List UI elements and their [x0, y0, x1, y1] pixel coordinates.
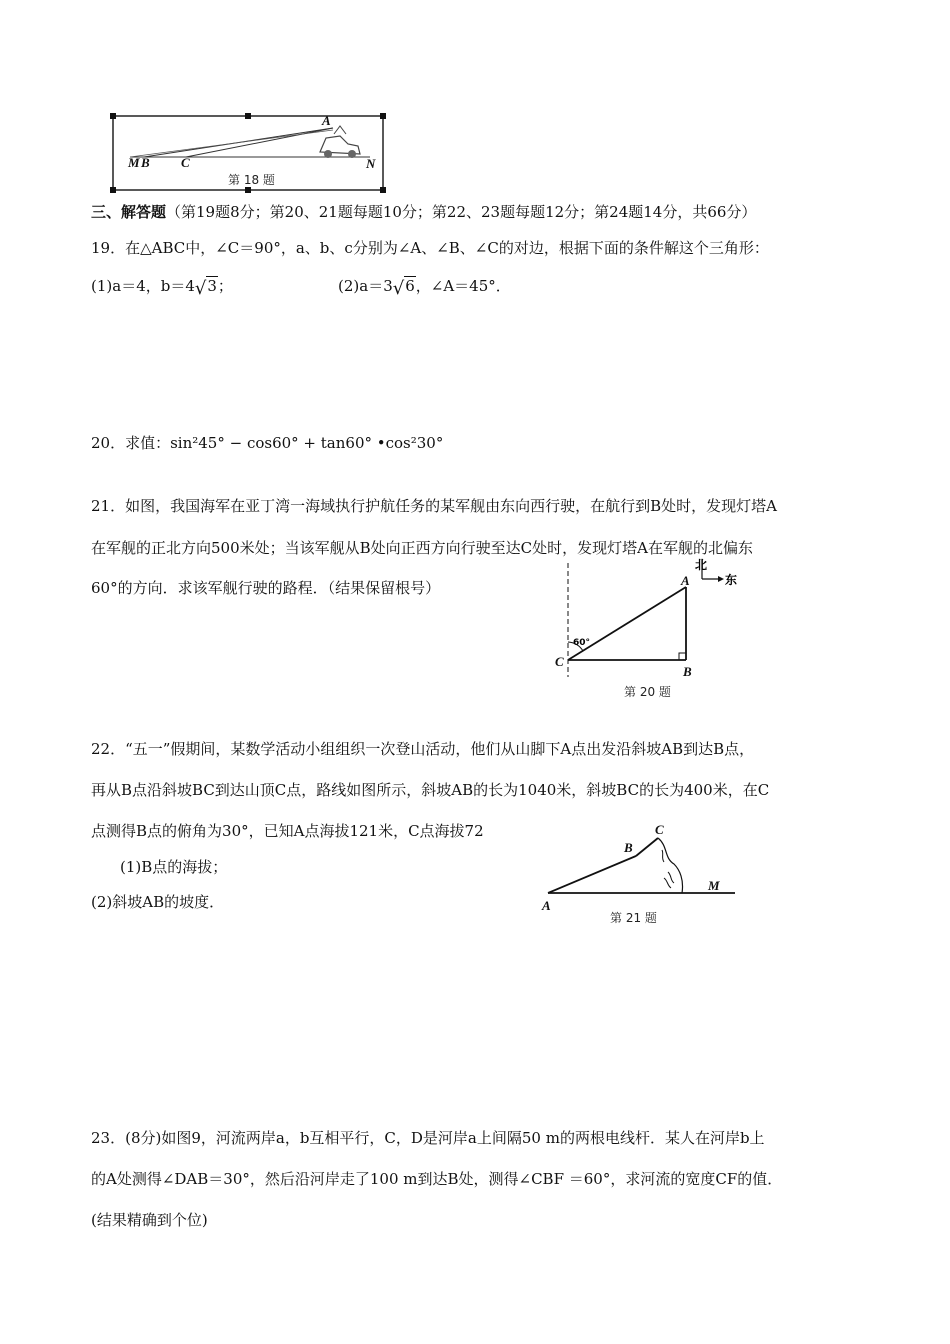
q22-line2: 再从B点沿斜坡BC到达山顶C点，路线如图所示，斜坡AB的长为1040米，斜坡BC的长为400米，在C: [91, 781, 770, 799]
q22-line1: 22．“五一”假期间，某数学活动小组组织一次登山活动，他们从山脚下A点出发沿斜坡AB到达B点，: [91, 740, 755, 758]
fig18-label-a: A: [322, 113, 331, 128]
q21-line3: 60°的方向．求该军舰行驶的路程．（结果保留根号）: [91, 579, 441, 597]
section3-title: 三、解答题: [91, 203, 167, 221]
q19-part2-text: (2)a＝3: [338, 277, 393, 295]
q21-line2: 在军舰的正北方向500米处；当该军舰从B处向正西方向行驶至达C处时，发现灯塔A在军舰的北偏东: [91, 539, 753, 557]
figure-18-drawing: [108, 112, 388, 194]
figure-21-drawing: [540, 820, 740, 930]
q22-sub2: (2)斜坡AB的坡度．: [91, 893, 225, 911]
q23-line2: 的A处测得∠DAB＝30°，然后沿河岸走了100 m到达B处，测得∠CBF ＝60°，求河流的宽度CF的值．: [91, 1170, 783, 1188]
sqrt-icon: √: [392, 278, 405, 299]
fig18-label-b: B: [141, 155, 150, 170]
fig20-label-b: B: [683, 664, 692, 679]
q19-part1: [91, 276, 233, 299]
fig21-caption: 第 21 题: [610, 911, 657, 925]
q19-part1-radicand: 3: [207, 277, 217, 295]
figure-20: [550, 555, 750, 705]
fig20-label-a: A: [681, 573, 690, 588]
section3-note: （第19题8分；第20、21题每题10分；第22、23题每题12分；第24题14分，共66分）: [166, 203, 757, 221]
figure-18: [108, 112, 388, 194]
fig20-angle: 60°: [573, 638, 591, 648]
fig20-label-c: C: [555, 654, 564, 669]
q21-line1: 21．如图，我国海军在亚丁湾一海域执行护航任务的某军舰由东向西行驶，在航行到B处时，发现灯塔A: [91, 497, 777, 515]
fig18-caption: 第 18 题: [228, 173, 275, 187]
q20-text: 20．求值：sin²45° − cos60° + tan60° •cos²30°: [91, 434, 444, 452]
q19-part2-sqrt: [392, 276, 416, 299]
q19-part2: [338, 276, 511, 299]
fig20-north: 北: [695, 558, 708, 572]
q22-line3: 点测得B点的俯角为30°，已知A点海拔121米，C点海拔72: [91, 822, 484, 840]
sqrt-icon: √: [194, 278, 207, 299]
q19-part1-end: ；: [217, 277, 233, 295]
q19-part1-sqrt: [194, 276, 218, 299]
q19-part1-text: (1)a＝4，b＝4: [91, 277, 195, 295]
fig20-caption: 第 20 题: [624, 685, 671, 699]
figure-21: [540, 820, 740, 930]
q22-sub1: (1)B点的海拔；: [120, 858, 228, 876]
section3-heading: [91, 202, 756, 222]
fig21-label-a: A: [542, 898, 551, 913]
fig18-label-m: M: [128, 155, 140, 170]
q19-part2-end: ，∠A＝45°．: [415, 277, 511, 295]
fig18-label-c: C: [181, 155, 190, 170]
fig21-label-b: B: [624, 840, 633, 855]
q19-part2-radicand: 6: [405, 277, 415, 295]
q23-line1: 23．(8分)如图9，河流两岸a，b互相平行，C，D是河岸a上间隔50 m的两根电线杆．某人在河岸b上: [91, 1129, 765, 1147]
fig18-label-n: N: [366, 156, 376, 171]
q19-stem: 19．在△ABC中，∠C＝90°，a、b、c分别为∠A、∠B、∠C的对边，根据下面的条件解这个三角形：: [91, 239, 769, 257]
fig21-label-m: M: [708, 878, 720, 893]
fig21-label-c: C: [655, 822, 664, 837]
fig20-east: 东: [725, 573, 738, 587]
figure-20-drawing: [550, 555, 750, 705]
q23-line3: (结果精确到个位): [91, 1211, 208, 1229]
